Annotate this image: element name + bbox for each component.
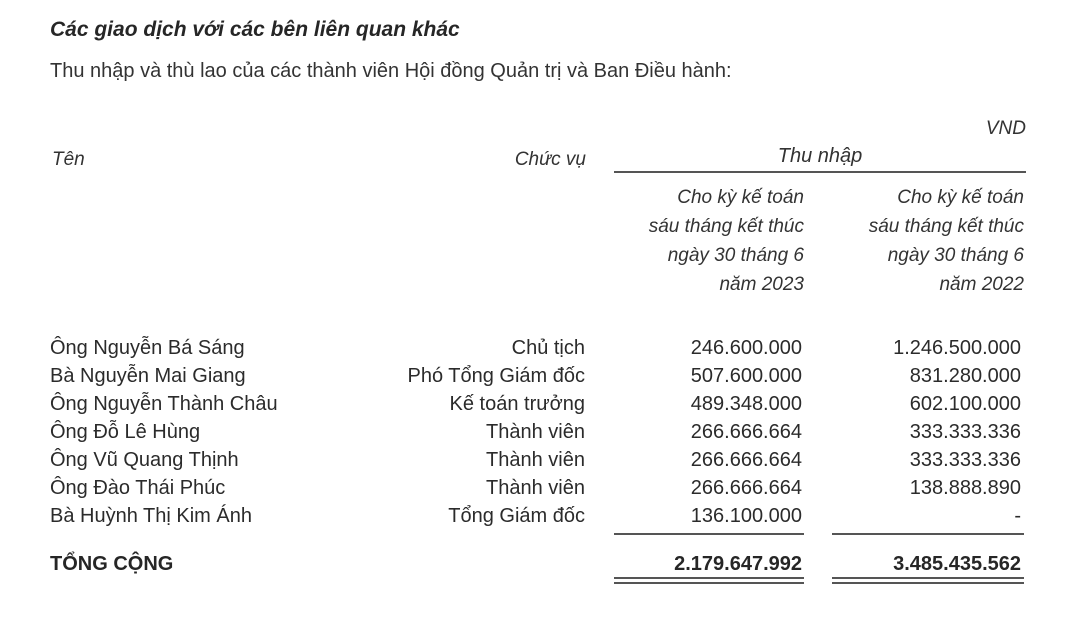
header-period-2022: [869, 183, 1024, 299]
header-line: sáu tháng kết thúc: [648, 216, 804, 237]
income-2023: 489.348.000: [690, 393, 802, 415]
person-role: Kế toán trưởng: [449, 393, 585, 415]
header-line: ngày 30 tháng 6: [667, 245, 804, 266]
person-role: Thành viên: [486, 421, 585, 443]
header-line: năm 2023: [719, 274, 804, 295]
header-name: Tên: [52, 149, 85, 170]
income-2023: 246.600.000: [690, 337, 802, 359]
header-line: sáu tháng kết thúc: [868, 216, 1024, 237]
table-row: [0, 477, 1072, 505]
double-rule-2022: [832, 577, 1024, 584]
table-row: [0, 449, 1072, 477]
income-2023: 266.666.664: [690, 477, 802, 499]
section-title: Các giao dịch với các bên liên quan khác: [50, 18, 460, 41]
table-row: [0, 393, 1072, 421]
income-2022: 138.888.890: [909, 477, 1021, 499]
header-line: Cho kỳ kế toán: [677, 187, 804, 208]
income-2022: 1.246.500.000: [893, 337, 1021, 359]
section-subtitle: Thu nhập và thù lao của các thành viên Hội đồng Quản trị và Ban Điều hành:: [50, 60, 732, 82]
income-2023: 507.600.000: [690, 365, 802, 387]
person-name: Ông Đỗ Lê Hùng: [50, 421, 201, 443]
header-period-2023: [649, 183, 804, 299]
total-2022: 3.485.435.562: [893, 553, 1021, 575]
income-2023: 266.666.664: [690, 449, 802, 471]
income-2022: 602.100.000: [909, 393, 1021, 415]
header-line: năm 2022: [939, 274, 1024, 295]
person-role: Thành viên: [486, 449, 585, 471]
income-2022: 333.333.336: [909, 421, 1021, 443]
total-2023: 2.179.647.992: [674, 553, 802, 575]
double-rule-2023: [614, 577, 804, 584]
person-role: Chủ tịch: [511, 337, 585, 359]
income-2022: 333.333.336: [909, 449, 1021, 471]
table-row: [0, 505, 1072, 533]
person-name: Ông Nguyễn Bá Sáng: [50, 337, 245, 359]
person-name: Ông Đào Thái Phúc: [50, 477, 226, 499]
currency-unit: VND: [985, 118, 1026, 139]
subtotal-rule-2022: [832, 533, 1024, 535]
income-2023: 266.666.664: [690, 421, 802, 443]
person-role: Phó Tổng Giám đốc: [407, 365, 585, 387]
person-name: Bà Nguyễn Mai Giang: [50, 365, 246, 387]
person-role: Thành viên: [486, 477, 585, 499]
person-name: Bà Huỳnh Thị Kim Ánh: [50, 505, 252, 527]
income-2022: 831.280.000: [909, 365, 1021, 387]
table-row: [0, 365, 1072, 393]
person-role: Tổng Giám đốc: [448, 505, 585, 527]
table-row: [0, 421, 1072, 449]
total-label: TỔNG CỘNG: [50, 553, 174, 575]
income-2022: -: [1014, 505, 1021, 527]
table-row: [0, 337, 1072, 365]
header-role: Chức vụ: [514, 149, 586, 170]
header-income-group: Thu nhập: [614, 145, 1026, 173]
income-2023: 136.100.000: [690, 505, 802, 527]
header-line: Cho kỳ kế toán: [897, 187, 1024, 208]
subtotal-rule-2023: [614, 533, 804, 535]
person-name: Ông Vũ Quang Thịnh: [50, 449, 239, 471]
header-line: ngày 30 tháng 6: [887, 245, 1024, 266]
person-name: Ông Nguyễn Thành Châu: [50, 393, 278, 415]
